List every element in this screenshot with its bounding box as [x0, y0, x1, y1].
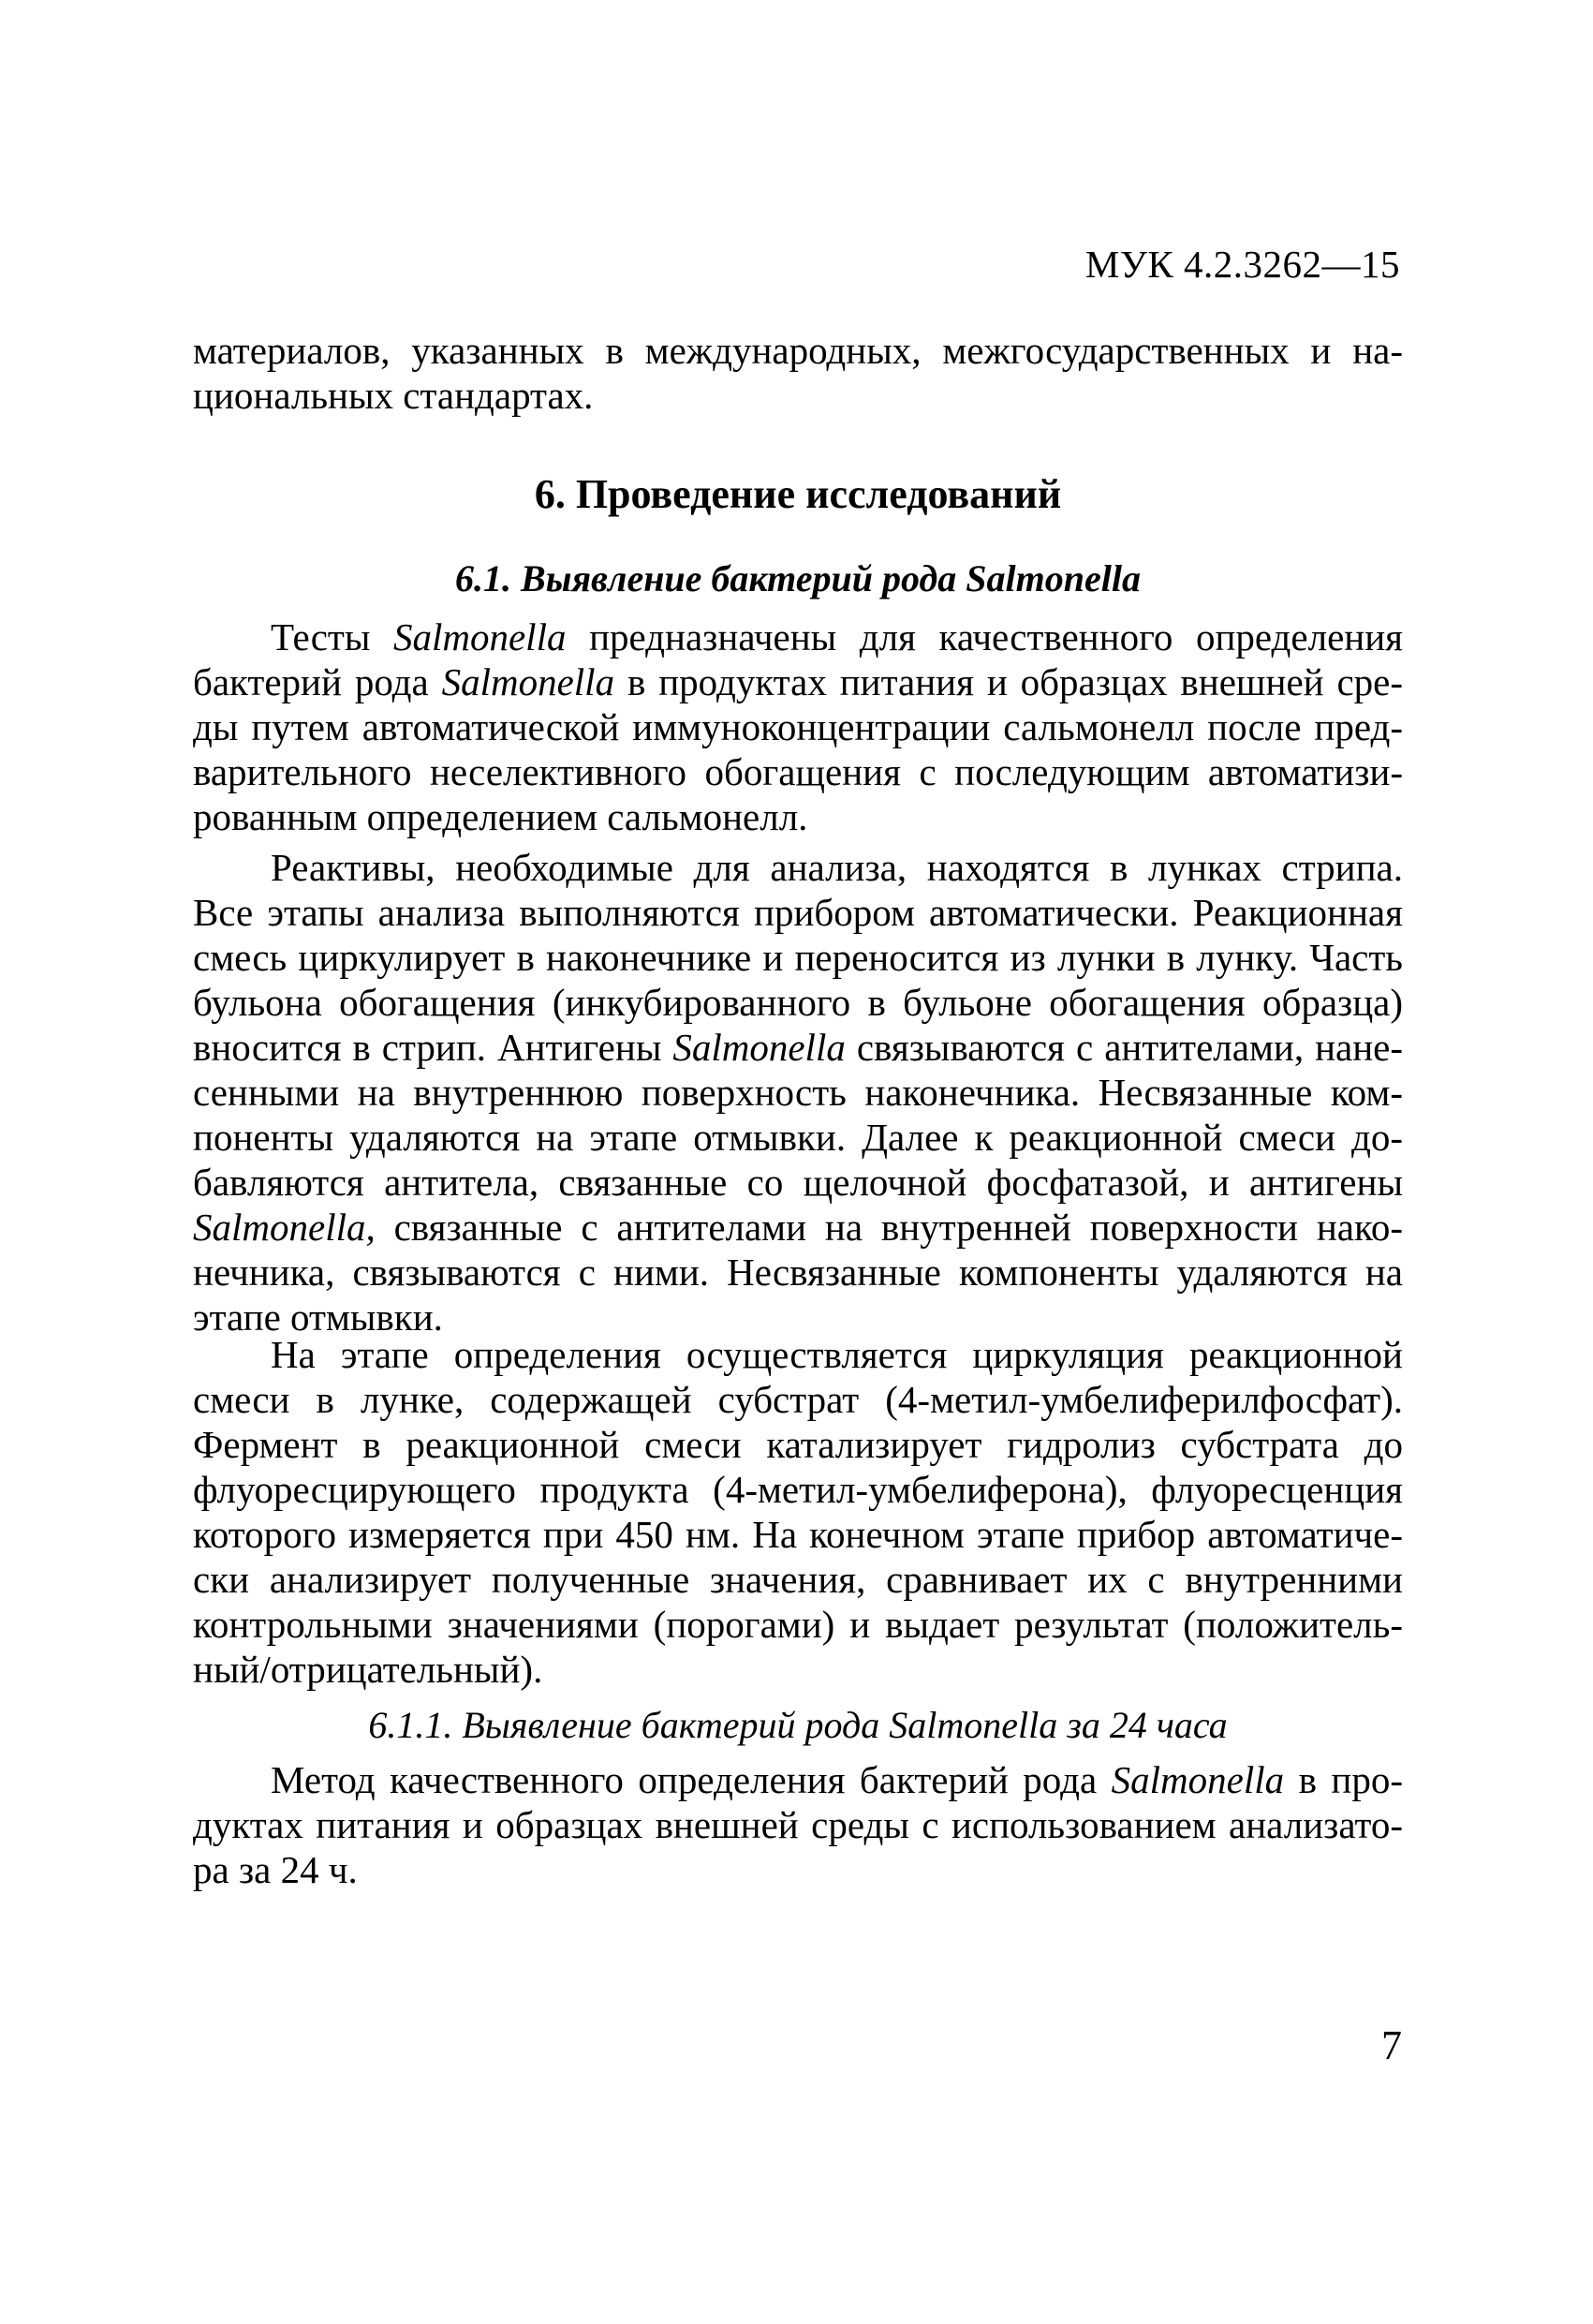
subsubsection-heading: 6.1.1. Выявление бактерий рода Salmonella за 24 часа: [368, 1704, 1228, 1746]
document-code-header: МУК 4.2.3262—15: [1084, 243, 1400, 286]
text-line: смеси в лунке, содержащей субстрат (4-метил-умбелиферилфосфат).: [193, 1378, 1403, 1421]
text-line: ски анализирует полученные значения, сравнивает их с внутренними: [193, 1558, 1403, 1601]
continuation-paragraph: [193, 328, 1403, 418]
paragraph-24h-method: [193, 1757, 1403, 1892]
text-line: бавляются антитела, связанные со щелочной фосфатазой, и антигены: [193, 1161, 1403, 1204]
text-line: поненты удаляются на этапе отмывки. Далее к реакционной смеси до-: [193, 1116, 1403, 1159]
page-number: 7: [1381, 2022, 1402, 2068]
text-line: ды путем автоматической иммуноконцентрации сальмонелл после пред-: [193, 705, 1403, 748]
text-line: флуоресцирующего продукта (4-метил-умбелиферона), флуоресценция: [193, 1468, 1403, 1511]
text-line: вносится в стрип. Антигены Salmonella связываются с антителами, нане-: [193, 1026, 1404, 1069]
text-line: материалов, указанных в международных, межгосударственных и на-: [193, 329, 1403, 372]
text-line: Метод качественного определения бактерий рода Salmonella в про-: [271, 1758, 1404, 1801]
text-line: Salmonella, связанные с антителами на внутренней поверхности нако-: [193, 1206, 1403, 1249]
paragraph-detection-stage: [193, 1332, 1403, 1692]
text-line: бактерий рода Salmonella в продуктах питания и образцах внешней сре-: [193, 660, 1404, 703]
paragraph-salmonella-tests: [193, 614, 1403, 839]
text-line: Все этапы анализа выполняются прибором автоматически. Реакционная: [193, 891, 1403, 934]
text-line: дуктах питания и образцах внешней среды с использованием анализато-: [193, 1803, 1403, 1846]
text-line: варительного неселективного обогащения с последующим автоматизи-: [193, 750, 1403, 793]
genus-name: Salmonella: [441, 660, 615, 703]
section-heading: 6. Проведение исследований: [534, 471, 1062, 517]
text-line: этапе отмывки.: [193, 1295, 443, 1339]
subsection-heading: 6.1. Выявление бактерий рода Salmonella: [455, 557, 1141, 600]
text-line: которого измеряется при 450 нм. На конечном этапе прибор автоматиче-: [193, 1513, 1403, 1556]
text-line: циональных стандартах.: [193, 374, 594, 417]
text-line: Фермент в реакционной смеси катализирует гидролиз субстрата до: [193, 1423, 1403, 1466]
text-line: Тесты Salmonella предназначены для качественного определения: [271, 615, 1404, 659]
text-line: ный/отрицательный).: [193, 1648, 543, 1691]
text-line: На этапе определения осуществляется циркуляция реакционной: [271, 1333, 1403, 1376]
text-line: рованным определением сальмонелл.: [193, 795, 808, 838]
text-line: ра за 24 ч.: [193, 1848, 358, 1891]
text-line: контрольными значениями (порогами) и выдает результат (положитель-: [193, 1603, 1403, 1646]
text-line: смесь циркулирует в наконечнике и переносится из лунки в лунку. Часть: [193, 936, 1403, 979]
genus-name: Salmonella: [672, 1026, 846, 1069]
genus-name: Salmonella: [1111, 1758, 1285, 1801]
paragraph-reagents: [193, 845, 1403, 1340]
text-line: Реактивы, необходимые для анализа, находятся в лунках стрипа.: [271, 846, 1403, 889]
genus-name: Salmonella: [392, 615, 567, 659]
text-line: сенными на внутреннюю поверхность наконечника. Несвязанные ком-: [193, 1071, 1403, 1114]
text-line: нечника, связываются с ними. Несвязанные компоненты удаляются на: [193, 1251, 1403, 1294]
text-line: бульона обогащения (инкубированного в бульоне обогащения образца): [193, 981, 1403, 1024]
genus-name: Salmonella,: [193, 1206, 376, 1249]
